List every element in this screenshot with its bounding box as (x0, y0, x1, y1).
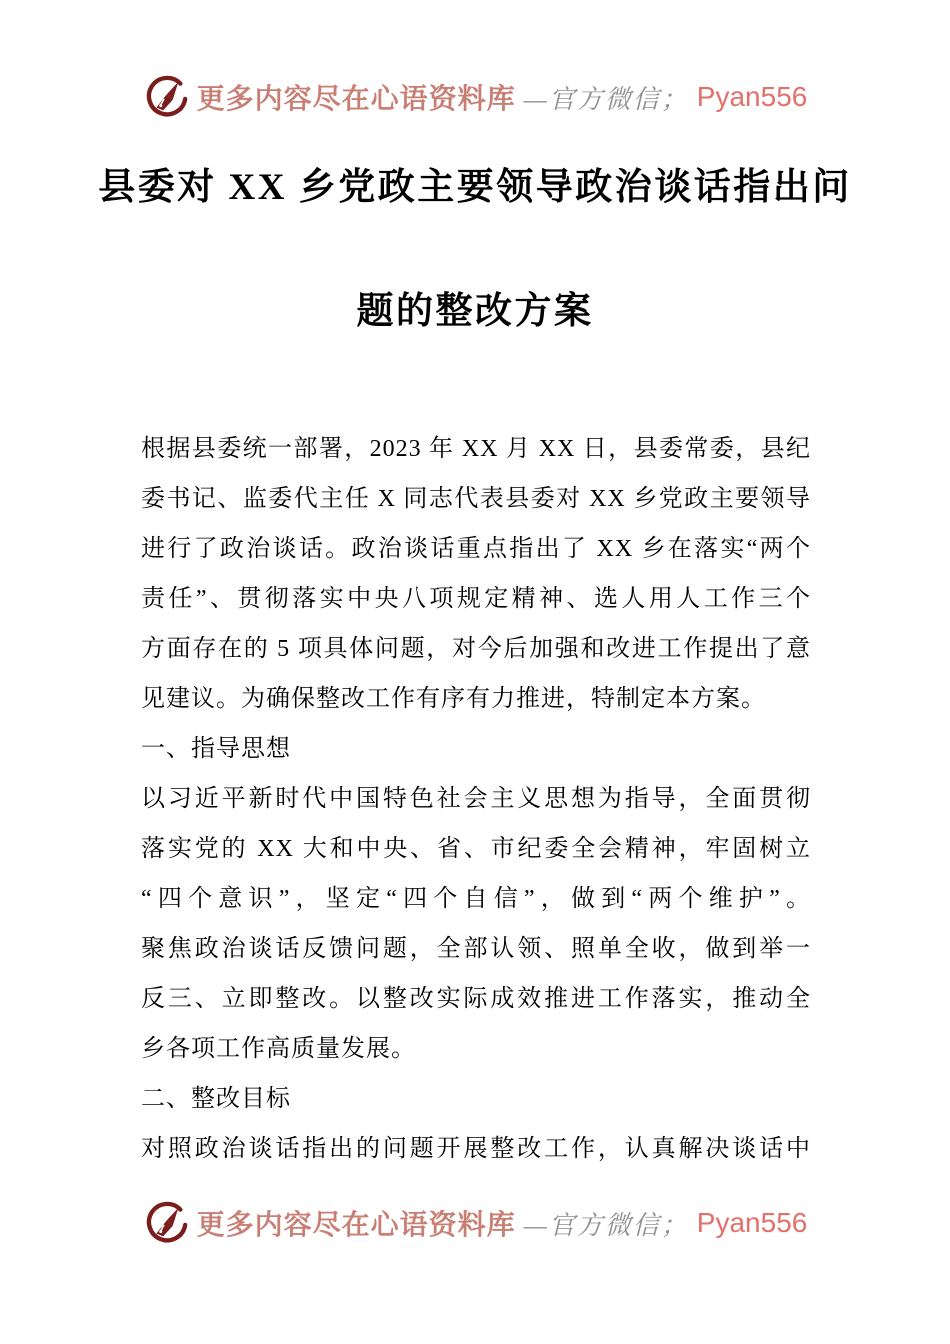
document-body (141, 424, 811, 1174)
body-line: 以习近平新时代中国特色社会主义思想为指导，全面贯彻 (141, 786, 811, 812)
body-line: 乡各项工作高质量发展。 (141, 1036, 416, 1062)
watermark-text-main: 更多内容尽在心语资料库 (196, 1210, 516, 1241)
body-line: 对照政治谈话指出的问题开展整改工作，认真解决谈话中 (141, 1136, 811, 1162)
body-line: 方面存在的 5 项具体问题，对今后加强和改进工作提出了意 (141, 636, 811, 662)
body-line: 责任”、贯彻落实中央八项规定精神、选人用人工作三个 (141, 586, 811, 612)
header-watermark (0, 72, 950, 122)
body-line: 反三、立即整改。以整改实际成效推进工作落实，推动全 (141, 986, 811, 1012)
body-line: 根据县委统一部署，2023 年 XX 月 XX 日，县委常委，县纪 (141, 436, 811, 462)
document-title (75, 126, 875, 374)
body-line: 二、整改目标 (141, 1086, 291, 1112)
watermark-text-id: Pyan556 (696, 1207, 808, 1238)
watermark-text-main: 更多内容尽在心语资料库 (196, 84, 516, 115)
body-line: 一、指导思想 (141, 736, 291, 762)
footer-watermark (0, 1198, 950, 1248)
body-line: “四个意识”，坚定“四个自信”，做到“两个维护”。 (141, 886, 811, 912)
watermark-text-channel: —官方微信； (523, 1210, 689, 1240)
body-line: 落实党的 XX 大和中央、省、市纪委全会精神，牢固树立 (141, 836, 811, 862)
title-line: 县委对 XX 乡党政主要领导政治谈话指出问 (98, 167, 852, 208)
body-line: 进行了政治谈话。政治谈话重点指出了 XX 乡在落实“两个 (141, 536, 811, 562)
watermark-text-id: Pyan556 (696, 81, 808, 112)
watermark-text-channel: —官方微信； (523, 84, 689, 114)
title-line: 题的整改方案 (356, 291, 594, 332)
body-line: 见建议。为确保整改工作有序有力推进，特制定本方案。 (141, 686, 766, 712)
body-line: 委书记、监委代主任 X 同志代表县委对 XX 乡党政主要领导 (141, 486, 811, 512)
pen-seal-logo-icon (143, 1198, 189, 1248)
pen-seal-logo-icon (143, 72, 189, 122)
body-line: 聚焦政治谈话反馈问题，全部认领、照单全收，做到举一 (141, 936, 811, 962)
